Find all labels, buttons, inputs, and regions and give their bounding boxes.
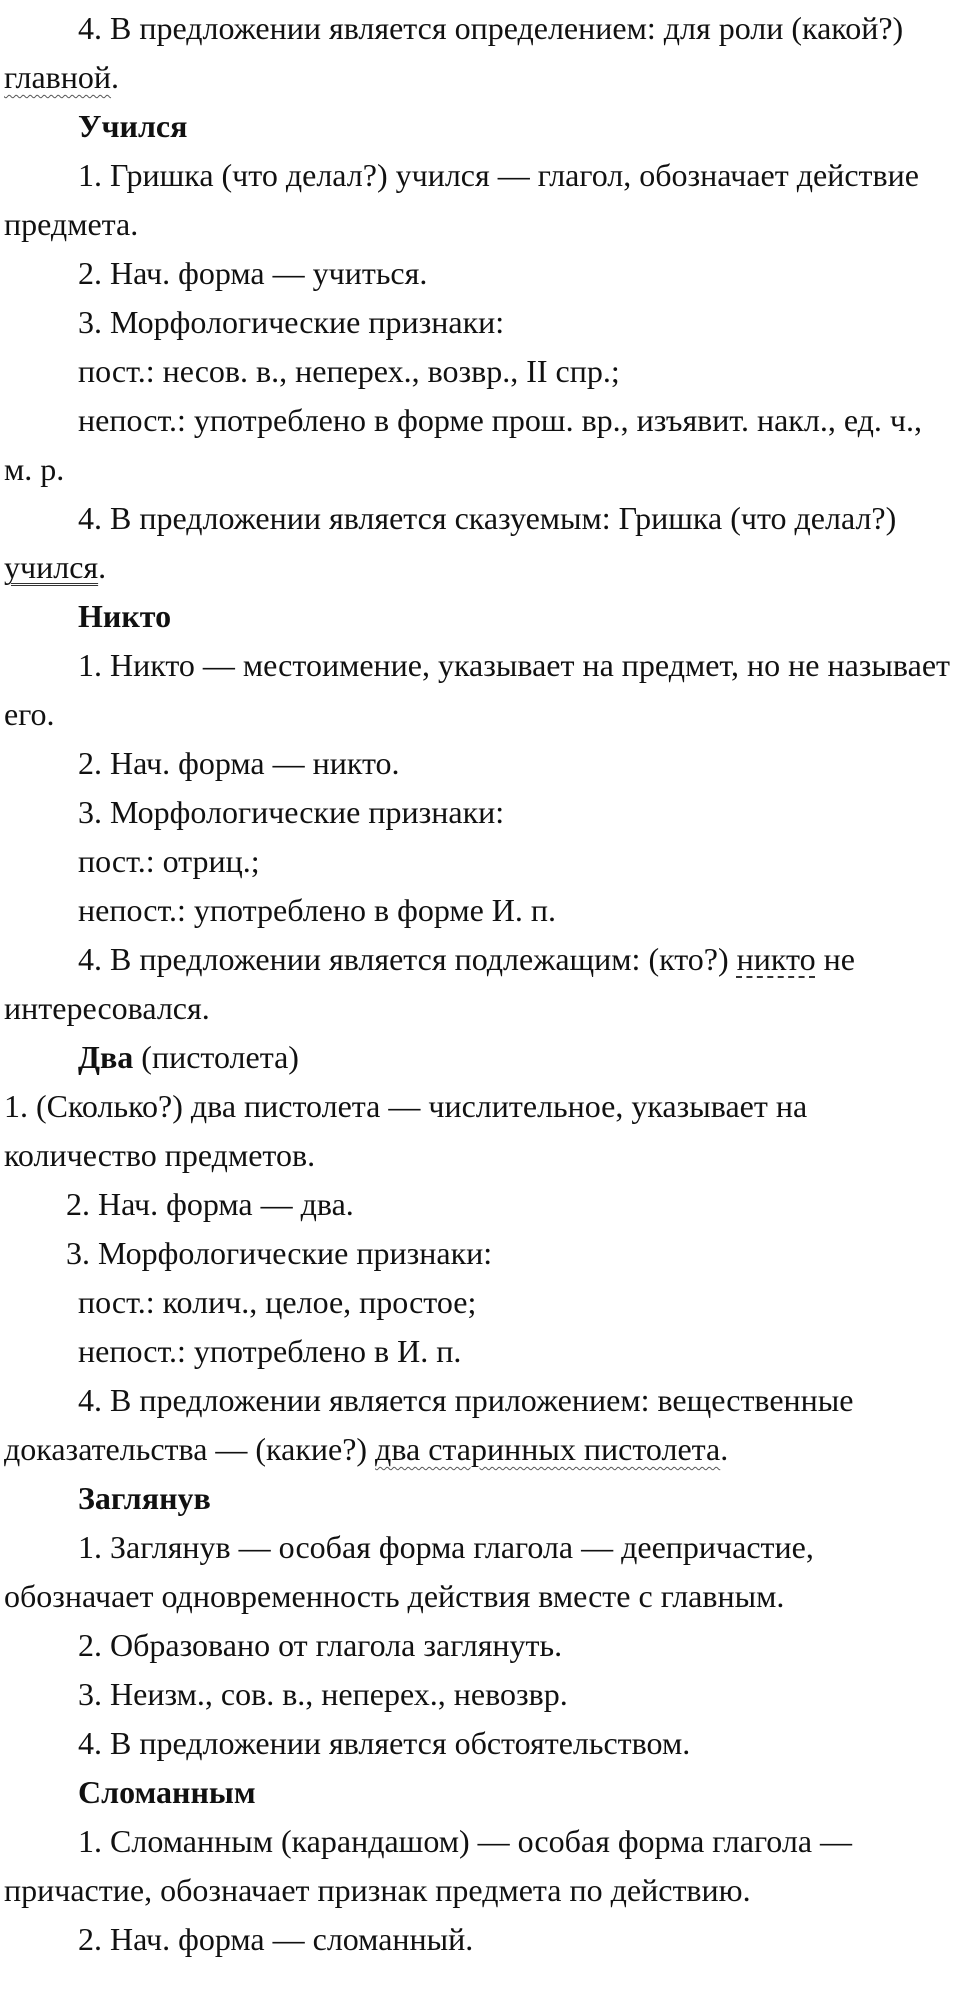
paragraph: 1. Заглянув — особая форма глагола — деепричастие, обозначает одновременность действия вместе с главным. — [4, 1529, 814, 1614]
underlined-apposition: два старинных пистолета — [375, 1431, 721, 1467]
paragraph: 4. В предложении является обстоятельством. — [78, 1725, 691, 1761]
paragraph: 1. (Сколько?) два пистолета — числительное, указывает на количество предметов. — [4, 1088, 808, 1173]
paragraph: 4. В предложении является определением: для роли (какой?) главной. — [4, 10, 904, 95]
paragraph: 4. В предложении является подлежащим: (кто?) никто не интересовался. — [4, 941, 855, 1026]
paragraph: 2. Нач. форма — учиться. — [78, 255, 428, 291]
underlined-subject: никто — [736, 941, 816, 977]
paragraph: непост.: употреблено в И. п. — [78, 1333, 462, 1369]
paragraph: пост.: колич., целое, простое; — [78, 1284, 477, 1320]
paragraph: пост.: отриц.; — [78, 843, 260, 879]
section-heading: Никто — [78, 598, 172, 634]
paragraph: непост.: употреблено в форме прош. вр., изъявит. накл., ед. ч., м. р. — [4, 402, 922, 487]
paragraph: 1. Сломанным (карандашом) — особая форма глагола — причастие, обозначает признак предмета по действию. — [4, 1823, 853, 1908]
heading-note: (пистолета) — [133, 1039, 299, 1075]
paragraph: непост.: употреблено в форме И. п. — [78, 892, 557, 928]
paragraph: 1. Никто — местоимение, указывает на предмет, но не называет его. — [4, 647, 950, 732]
paragraph: 3. Морфологические признаки: — [66, 1235, 493, 1271]
section-heading: Заглянув — [78, 1480, 211, 1516]
paragraph: пост.: несов. в., неперех., возвр., II спр.; — [78, 353, 620, 389]
paragraph: 2. Нач. форма — сломанный. — [78, 1921, 474, 1957]
paragraph: 1. Гришка (что делал?) учился — глагол, обозначает действие предмета. — [4, 157, 919, 242]
paragraph: 2. Образовано от глагола заглянуть. — [78, 1627, 563, 1663]
paragraph: 4. В предложении является сказуемым: Гришка (что делал?) учился. — [4, 500, 897, 585]
section-heading: Учился — [78, 108, 188, 144]
paragraph: 3. Морфологические признаки: — [78, 304, 505, 340]
paragraph: 3. Неизм., сов. в., неперех., невозвр. — [78, 1676, 568, 1712]
paragraph: 2. Нач. форма — никто. — [78, 745, 400, 781]
paragraph: 2. Нач. форма — два. — [66, 1186, 354, 1222]
paragraph: 3. Морфологические признаки: — [78, 794, 505, 830]
paragraph: 4. В предложении является приложением: вещественные доказательства — (какие?) два старинных пистолета. — [4, 1382, 854, 1467]
section-heading: Два (пистолета) — [78, 1039, 299, 1075]
underlined-predicate: учился — [4, 549, 99, 585]
underlined-attribute: главной — [4, 59, 112, 95]
section-heading: Сломанным — [78, 1774, 256, 1810]
